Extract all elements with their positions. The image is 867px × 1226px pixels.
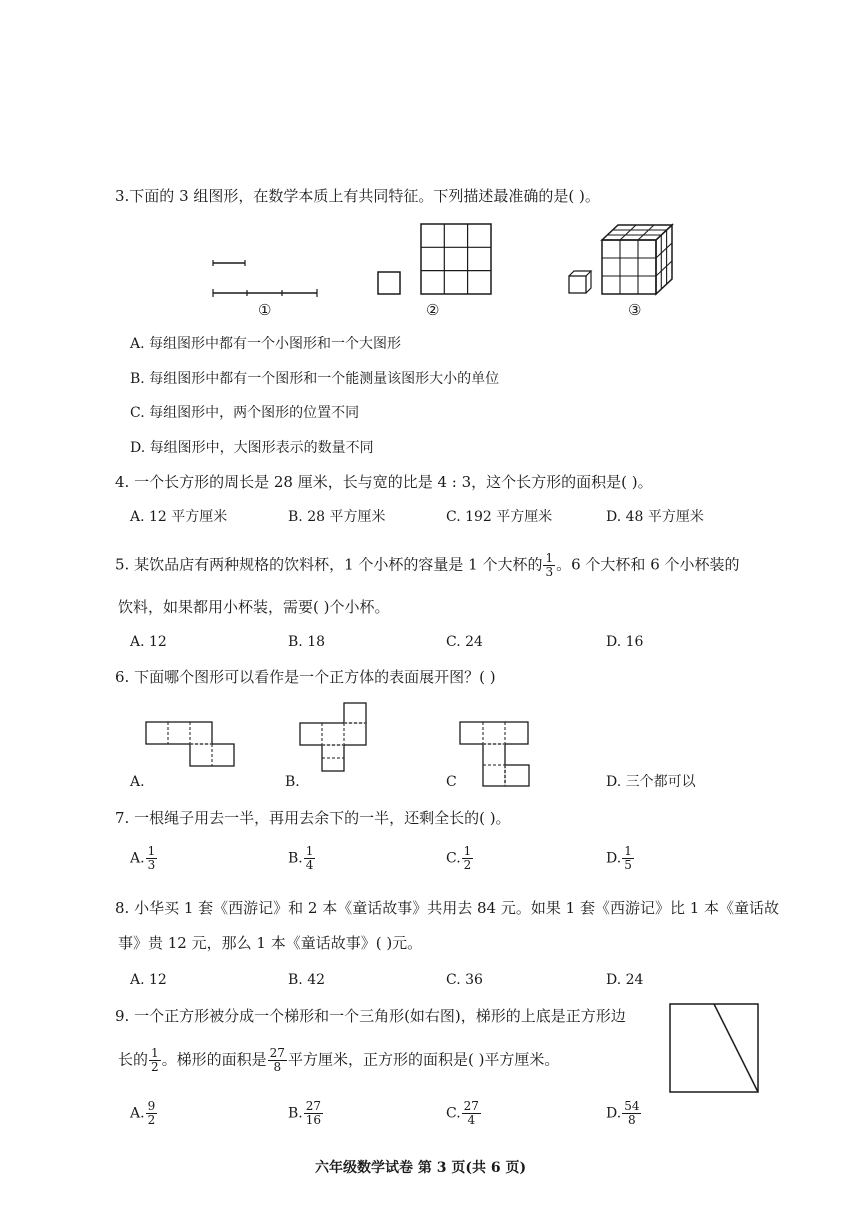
- q4-option-b[interactable]: B. 28 平方厘米: [288, 509, 386, 525]
- q3-figure-2-squares: [375, 222, 495, 298]
- q7-option-c[interactable]: C. $\frac{1}{2}$: [446, 844, 472, 872]
- q6-option-a[interactable]: A.: [130, 774, 145, 790]
- q5-option-d[interactable]: D. 16: [606, 634, 644, 650]
- q3-label-2: ②: [426, 301, 440, 319]
- q3-stem: 3.下面的 3 组图形，在数学本质上有共同特征。下列描述最准确的是( )。: [115, 187, 600, 205]
- page-footer: 六年级数学试卷 第 3 页(共 6 页): [315, 1160, 527, 1176]
- q5-stem-part1: 5. 某饮品店有两种规格的饮料杯，1 个小杯的容量是 1 个大杯的: [115, 555, 543, 574]
- q4-stem: 4. 一个长方形的周长是 28 厘米，长与宽的比是 4 : 3，这个长方形的面积是( )。: [115, 473, 653, 491]
- q5-option-a[interactable]: A. 12: [130, 634, 167, 650]
- q7-option-b[interactable]: B. $\frac{1}{4}$: [288, 844, 314, 872]
- q3-option-d[interactable]: D. 每组图形中，大图形表示的数量不同: [130, 440, 374, 456]
- q6-net-a: [146, 722, 236, 770]
- q8-option-a[interactable]: A. 12: [130, 972, 167, 988]
- q6-net-b: [300, 703, 390, 775]
- q8-line1: 8. 小华买 1 套《西游记》和 2 本《童话故事》共用去 84 元。如果 1 套《西游记》比 1 本《童话故: [115, 899, 780, 917]
- q5-option-c[interactable]: C. 24: [446, 634, 483, 650]
- q9-option-d[interactable]: D. $\frac{54}{8}$: [606, 1099, 640, 1127]
- q9-square-figure: [668, 1002, 764, 1096]
- q9-fraction-1: $\frac{1}{2}$: [151, 1046, 159, 1074]
- q3-figure-1-segments: [205, 255, 325, 305]
- q5-fraction: $\frac{1}{3}$: [545, 551, 554, 579]
- q3-label-1: ①: [258, 301, 272, 319]
- q3-option-c[interactable]: C. 每组图形中，两个图形的位置不同: [130, 405, 360, 421]
- q3-option-a[interactable]: A. 每组图形中都有一个小图形和一个大图形: [130, 336, 402, 352]
- q9-option-c[interactable]: C. $\frac{27}{4}$: [446, 1099, 479, 1127]
- q7-option-a[interactable]: A. $\frac{1}{3}$: [130, 844, 156, 872]
- q5-stem: [115, 552, 740, 579]
- q4-option-c[interactable]: C. 192 平方厘米: [446, 509, 553, 525]
- q8-line2: 事》贵 12 元，那么 1 本《童话故事》( )元。: [118, 934, 423, 952]
- q9-line1: 9. 一个正方形被分成一个梯形和一个三角形(如右图)，梯形的上底是正方形边: [115, 1007, 626, 1025]
- q9-option-a[interactable]: A. $\frac{9}{2}$: [130, 1099, 156, 1127]
- q3-label-3: ③: [628, 301, 642, 319]
- q6-net-c: [460, 722, 540, 790]
- q5-line2: 饮料，如果都用小杯装，需要( )个小杯。: [118, 598, 390, 616]
- q9-line2: 长的 $\frac{1}{2}$ 。梯形的面积是 $\frac{27}{8}$ 平方厘米，正方形的面积是( )平方厘米。: [118, 1046, 560, 1074]
- q8-option-c[interactable]: C. 36: [446, 972, 483, 988]
- q4-option-a[interactable]: A. 12 平方厘米: [130, 509, 228, 525]
- q7-stem: 7. 一根绳子用去一半，再用去余下的一半，还剩全长的( )。: [115, 809, 511, 827]
- q7-option-d[interactable]: D. $\frac{1}{5}$: [606, 844, 632, 872]
- q8-option-d[interactable]: D. 24: [606, 972, 644, 988]
- q6-option-d[interactable]: D. 三个都可以: [606, 774, 696, 790]
- q9-fraction-2: $\frac{27}{8}$: [269, 1046, 285, 1074]
- q5-option-b[interactable]: B. 18: [288, 634, 326, 650]
- q9-option-b[interactable]: B. $\frac{27}{16}$: [288, 1099, 322, 1127]
- q6-stem: 6. 下面哪个图形可以看作是一个正方体的表面展开图？( ): [115, 668, 496, 686]
- q6-option-c[interactable]: C: [446, 774, 457, 790]
- q3-figure-3-cubes: [566, 220, 676, 300]
- q4-option-d[interactable]: D. 48 平方厘米: [606, 509, 704, 525]
- q3-option-b[interactable]: B. 每组图形中都有一个图形和一个能测量该图形大小的单位: [130, 371, 500, 387]
- q8-option-b[interactable]: B. 42: [288, 972, 326, 988]
- q5-stem-part2: 。6 个大杯和 6 个小杯装的: [556, 555, 740, 574]
- q6-option-b[interactable]: B.: [285, 774, 300, 790]
